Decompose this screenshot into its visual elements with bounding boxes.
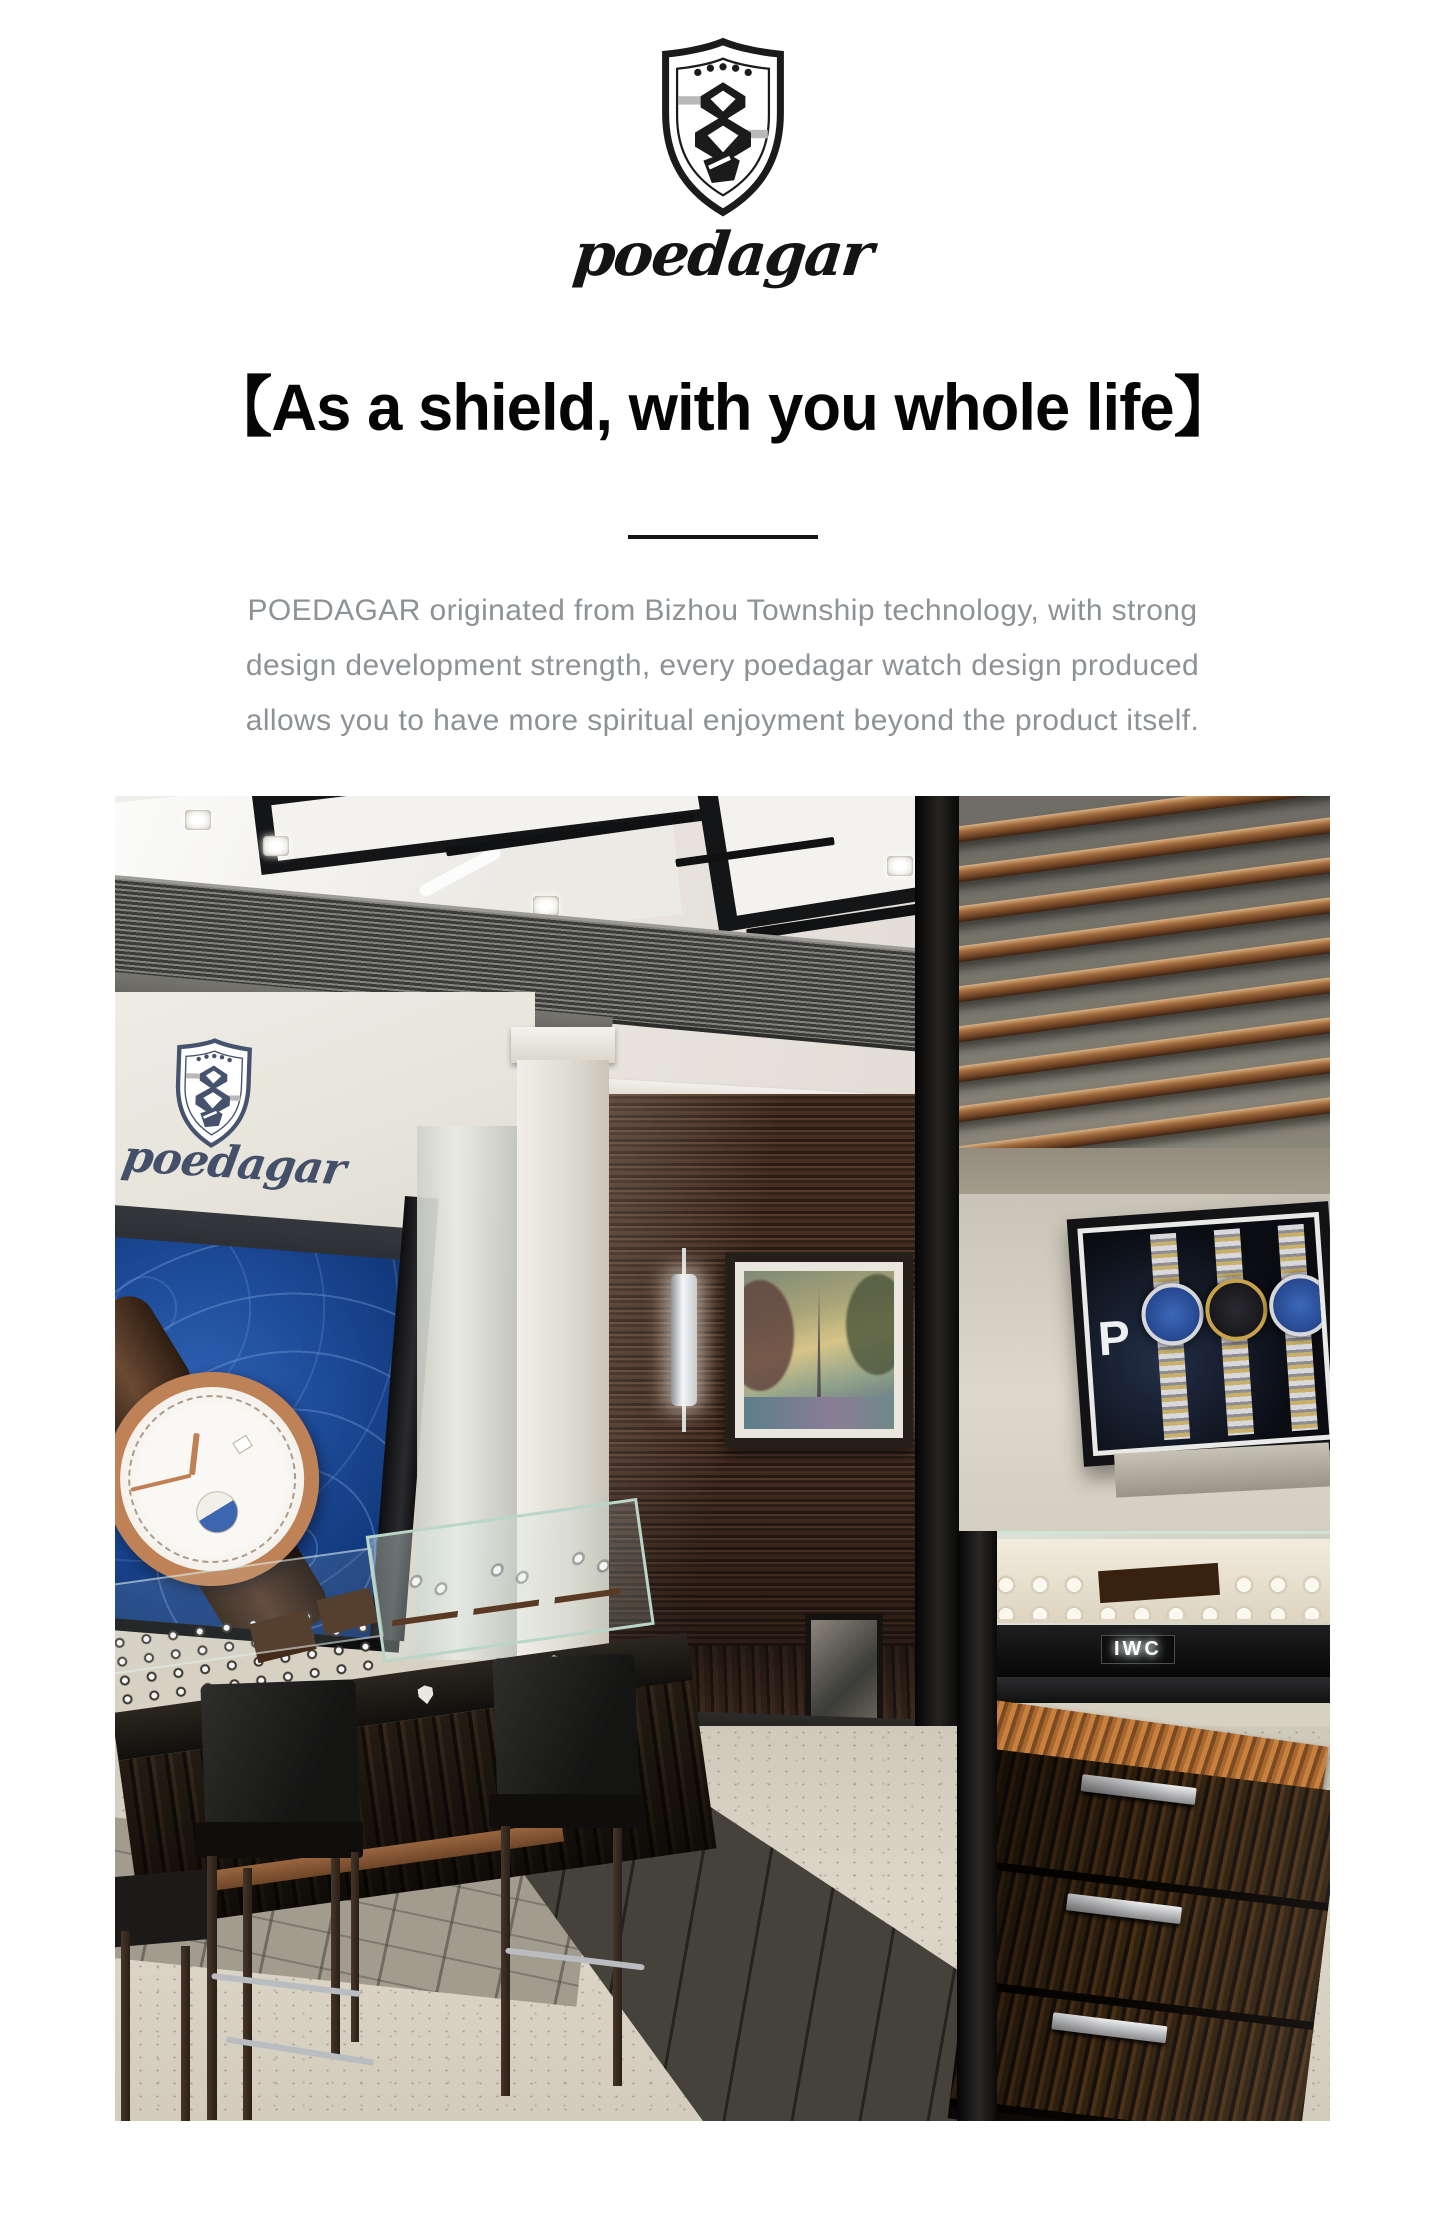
wall-sconce-light [671, 1274, 697, 1406]
stool-back [200, 1679, 360, 1836]
watch-display-content [1077, 1212, 1330, 1456]
watch-tray-blue [473, 1544, 545, 1615]
stool-leg [181, 1946, 190, 2121]
stool-leg [121, 1931, 130, 2121]
downlight [887, 856, 913, 876]
downlight [185, 810, 211, 830]
wall-script-wordmark: poedagar [118, 1131, 349, 1196]
watch-cabinet [957, 1531, 1330, 2121]
wood-louver-feature [957, 796, 1330, 1156]
brand-shield-logo-icon [653, 36, 793, 218]
headline: 【As a shield, with you whole life】 [208, 370, 1237, 444]
watch-tray-blue [392, 1556, 464, 1627]
stool-leg [243, 1868, 252, 2120]
intro-line-1: POEDAGAR originated from Bizhou Township technology, with strong [247, 594, 1198, 627]
downlight [263, 836, 289, 856]
stool-leg [613, 1828, 622, 2086]
stool-leg [351, 1852, 359, 2042]
stool-leg [331, 1858, 340, 2058]
column-capital [511, 1027, 615, 1063]
cabinet-glass-case [981, 1531, 1330, 1631]
intro-line-3: allows you to have more spiritual enjoyment beyond the product itself. [245, 704, 1200, 737]
cabinet-interior [989, 1539, 1330, 1623]
river-water [744, 1397, 894, 1429]
drawer-shadow [948, 1749, 1330, 2121]
sconce-stem [682, 1248, 686, 1274]
sconce-stem [682, 1406, 686, 1432]
frame-brand-letter: P [1096, 1311, 1132, 1367]
framed-watch-blue [1135, 1226, 1206, 1447]
cabinet-step [981, 1677, 1330, 1703]
brand-header [0, 0, 1445, 290]
stool-seat [195, 1822, 363, 1858]
eiffel-tower-picture [725, 1252, 913, 1448]
cabinet-base [981, 1625, 1330, 1677]
watch-dial [1139, 1281, 1205, 1347]
intro-paragraph [143, 583, 1303, 748]
picture-art [744, 1271, 894, 1429]
wall-shield-logo-icon [167, 1036, 259, 1149]
watch-dial [1203, 1277, 1269, 1343]
stool-seat [489, 1794, 644, 1828]
cabinet-drawers [948, 1749, 1330, 2121]
cabinet-brand-sign: IWC [1101, 1635, 1175, 1664]
watch-tray-blue [554, 1533, 626, 1604]
store-photo [115, 796, 1330, 2121]
foliage [744, 1280, 794, 1391]
divider-line [628, 535, 818, 539]
stool-leg [207, 1856, 217, 2120]
framed-watch-blue [1262, 1217, 1330, 1438]
cabinet-corner-pillar [957, 1531, 997, 2121]
picture-mat [735, 1262, 903, 1438]
brand-script-wordmark: poedagar [570, 220, 875, 290]
watch-dial [1267, 1272, 1330, 1338]
right-wall-band [957, 1148, 1330, 1200]
intro-line-2: design development strength, every poedagar watch design produced [245, 649, 1200, 682]
stool-leg [501, 1826, 510, 2096]
watch-display-frame [1067, 1201, 1330, 1467]
framed-watch-black-gold [1198, 1221, 1269, 1442]
eiffel-tower [810, 1287, 828, 1413]
stool-back [492, 1654, 639, 1807]
foliage [846, 1274, 894, 1375]
